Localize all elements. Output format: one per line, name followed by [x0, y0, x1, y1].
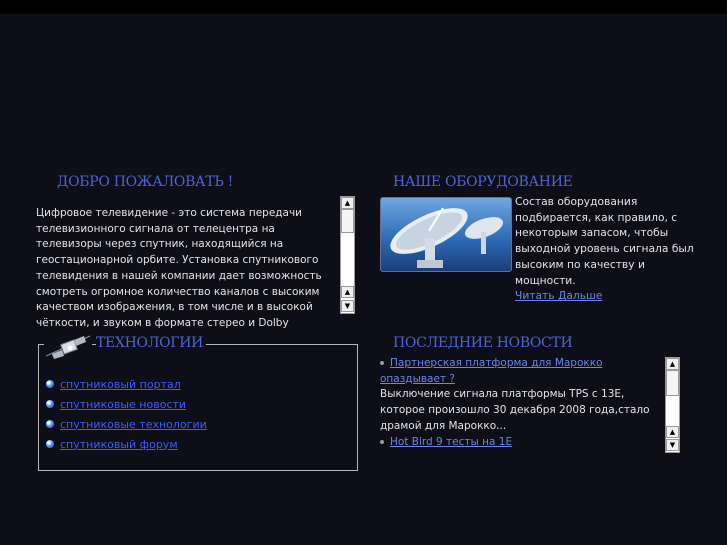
tech-link-news[interactable]: спутниковые новости — [60, 397, 187, 411]
globe-icon — [46, 420, 54, 428]
arrow-up-icon[interactable]: ▲ — [341, 286, 354, 298]
news-item — [380, 356, 662, 387]
equipment-title: НАШЕ ОБОРУДОВАНИЕ — [393, 174, 573, 190]
news-box — [380, 356, 662, 452]
satellite-icon — [44, 334, 92, 360]
news-scrollbar[interactable] — [665, 357, 680, 453]
welcome-text: Цифровое телевидение - это система передачи телевизионного сигнала от телецентра на телевизоры через спутник, находящийся на геостационарной орбите. Установка спутникового телевидения в нашей компании дает возможность смотреть огромное количество каналов с высоким качеством изображения, в том числе и в высокой чёткости, и звуком в формате стерео и Dolby — [36, 207, 322, 329]
tech-link-forum[interactable]: спутниковый форум — [60, 437, 178, 451]
technologies-title: ТЕХНОЛОГИИ — [96, 335, 206, 351]
globe-icon — [46, 440, 54, 448]
top-bar — [0, 0, 727, 14]
news-link[interactable]: Hot Bird 9 тесты на 1E — [390, 435, 513, 448]
arrow-up-icon[interactable]: ▲ — [666, 358, 679, 370]
equipment-description: Состав оборудования подбирается, как правило, с некоторым запасом, чтобы выходной уровень сигнала был высоким по качеству и мощности. — [515, 195, 694, 287]
tech-link-technologies[interactable]: спутниковые технологии — [60, 417, 207, 431]
arrow-up-icon[interactable]: ▲ — [666, 426, 679, 438]
equipment-text — [515, 194, 695, 304]
bullet — [380, 440, 384, 444]
welcome-text-box — [36, 206, 338, 329]
arrow-up-icon[interactable]: ▲ — [341, 197, 354, 209]
list-item — [46, 374, 207, 394]
arrow-down-icon[interactable]: ▼ — [341, 300, 354, 312]
globe-icon — [46, 400, 54, 408]
list-item — [46, 394, 207, 414]
list-item — [46, 414, 207, 434]
tech-link-portal[interactable]: спутниковый портал — [60, 377, 181, 391]
globe-icon — [46, 380, 54, 388]
news-item — [380, 435, 662, 451]
scroll-thumb[interactable] — [666, 370, 679, 396]
news-title: ПОСЛЕДНИЕ НОВОСТИ — [393, 335, 573, 351]
arrow-down-icon[interactable]: ▼ — [666, 439, 679, 451]
satellite-dish-image — [380, 197, 512, 272]
news-link[interactable]: Партнерская платформа для Марокко опаздывает ? — [380, 357, 603, 385]
news-item-text: Выключение сигнала платформы TPS с 13E, которое произошло 30 декабря 2008 года,стало драмой для Марокко... — [380, 388, 650, 432]
technologies-list — [46, 374, 207, 454]
welcome-title: ДОБРО ПОЖАЛОВАТЬ ! — [57, 174, 234, 190]
bullet — [380, 361, 384, 365]
scroll-thumb[interactable] — [341, 209, 354, 233]
read-more-link[interactable]: Читать Дальше — [515, 289, 603, 303]
welcome-scrollbar[interactable] — [340, 196, 355, 314]
satellite-icon — [381, 198, 511, 271]
list-item — [46, 434, 207, 454]
